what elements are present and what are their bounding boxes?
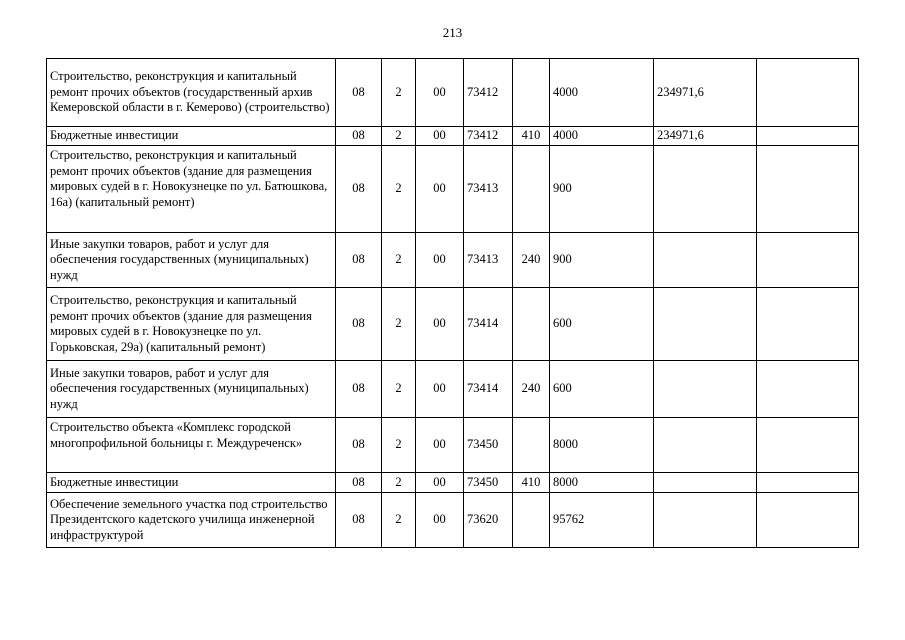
- row-expense-type: 410: [513, 127, 550, 146]
- row-section: 08: [336, 493, 382, 548]
- row-subsection: 2: [382, 473, 416, 493]
- row-sum3: [757, 418, 859, 473]
- row-sum2: [654, 418, 757, 473]
- row-program: 00: [416, 146, 464, 233]
- row-expense-type: [513, 146, 550, 233]
- row-subsection: 2: [382, 233, 416, 288]
- row-expense-type: [513, 493, 550, 548]
- row-program: 00: [416, 473, 464, 493]
- table-row: [47, 493, 859, 548]
- row-sum3: [757, 361, 859, 418]
- row-subsection: 2: [382, 59, 416, 127]
- row-section: 08: [336, 233, 382, 288]
- row-name: Иные закупки товаров, работ и услуг для обеспечения государственных (муниципальных) нужд: [47, 361, 336, 418]
- row-sum3: [757, 146, 859, 233]
- row-name: Обеспечение земельного участка под строительство Президентского кадетского училища инженерной инфраструктурой: [47, 493, 336, 548]
- row-sum: 900: [550, 233, 654, 288]
- table-row: [47, 418, 859, 473]
- row-subsection: 2: [382, 418, 416, 473]
- row-target: 73450: [464, 473, 513, 493]
- row-subsection: 2: [382, 361, 416, 418]
- row-expense-type: [513, 288, 550, 361]
- row-target: 73414: [464, 288, 513, 361]
- row-program: 00: [416, 418, 464, 473]
- row-target: 73413: [464, 233, 513, 288]
- row-sum3: [757, 493, 859, 548]
- row-expense-type: 240: [513, 233, 550, 288]
- budget-table: [46, 58, 859, 548]
- row-section: 08: [336, 146, 382, 233]
- row-section: 08: [336, 127, 382, 146]
- row-name: Строительство, реконструкция и капитальный ремонт прочих объектов (государственный архив Кемеровской области в г. Кемерово) (строительство): [47, 59, 336, 127]
- row-sum3: [757, 233, 859, 288]
- row-sum2: [654, 493, 757, 548]
- row-program: 00: [416, 288, 464, 361]
- table-row: [47, 59, 859, 127]
- row-subsection: 2: [382, 493, 416, 548]
- row-name: Строительство объекта «Комплекс городской многопрофильной больницы г. Междуреченск»: [47, 418, 336, 473]
- row-sum2: [654, 473, 757, 493]
- row-expense-type: [513, 59, 550, 127]
- row-sum2: [654, 146, 757, 233]
- row-target: 73620: [464, 493, 513, 548]
- row-section: 08: [336, 418, 382, 473]
- row-name: Бюджетные инвестиции: [47, 473, 336, 493]
- row-sum3: [757, 127, 859, 146]
- row-sum2: [654, 233, 757, 288]
- row-target: 73412: [464, 127, 513, 146]
- row-target: 73413: [464, 146, 513, 233]
- row-name: Строительство, реконструкция и капитальный ремонт прочих объектов (здание для размещения мировых судей в г. Новокузнецке по ул. Батюшкова, 16а) (капитальный ремонт): [47, 146, 336, 233]
- row-sum: 600: [550, 361, 654, 418]
- table-row: [47, 127, 859, 146]
- row-section: 08: [336, 473, 382, 493]
- row-section: 08: [336, 288, 382, 361]
- row-name: Иные закупки товаров, работ и услуг для обеспечения государственных (муниципальных) нужд: [47, 233, 336, 288]
- row-section: 08: [336, 361, 382, 418]
- row-section: 08: [336, 59, 382, 127]
- table-row: [47, 361, 859, 418]
- row-expense-type: 240: [513, 361, 550, 418]
- row-sum: 95762: [550, 493, 654, 548]
- table-row: [47, 288, 859, 361]
- row-sum3: [757, 288, 859, 361]
- row-name: Бюджетные инвестиции: [47, 127, 336, 146]
- row-sum: 4000: [550, 59, 654, 127]
- row-sum: 8000: [550, 473, 654, 493]
- row-subsection: 2: [382, 127, 416, 146]
- row-sum3: [757, 473, 859, 493]
- row-subsection: 2: [382, 288, 416, 361]
- table-row: [47, 233, 859, 288]
- row-sum2: [654, 288, 757, 361]
- row-program: 00: [416, 493, 464, 548]
- row-sum: 900: [550, 146, 654, 233]
- page-number: 213: [442, 25, 463, 40]
- row-program: 00: [416, 127, 464, 146]
- row-sum: 4000: [550, 127, 654, 146]
- row-expense-type: [513, 418, 550, 473]
- row-target: 73450: [464, 418, 513, 473]
- table-row: [47, 473, 859, 493]
- row-sum2: 234971,6: [654, 59, 757, 127]
- row-target: 73412: [464, 59, 513, 127]
- row-program: 00: [416, 233, 464, 288]
- table-row: [47, 146, 859, 233]
- row-sum: 8000: [550, 418, 654, 473]
- row-program: 00: [416, 361, 464, 418]
- row-sum2: 234971,6: [654, 127, 757, 146]
- row-program: 00: [416, 59, 464, 127]
- row-sum3: [757, 59, 859, 127]
- row-name: Строительство, реконструкция и капитальный ремонт прочих объектов (здание для размещения мировых судей в г. Новокузнецке по ул. Горьковская, 29а) (капитальный ремонт): [47, 288, 336, 361]
- row-subsection: 2: [382, 146, 416, 233]
- row-sum: 600: [550, 288, 654, 361]
- row-target: 73414: [464, 361, 513, 418]
- row-sum2: [654, 361, 757, 418]
- row-expense-type: 410: [513, 473, 550, 493]
